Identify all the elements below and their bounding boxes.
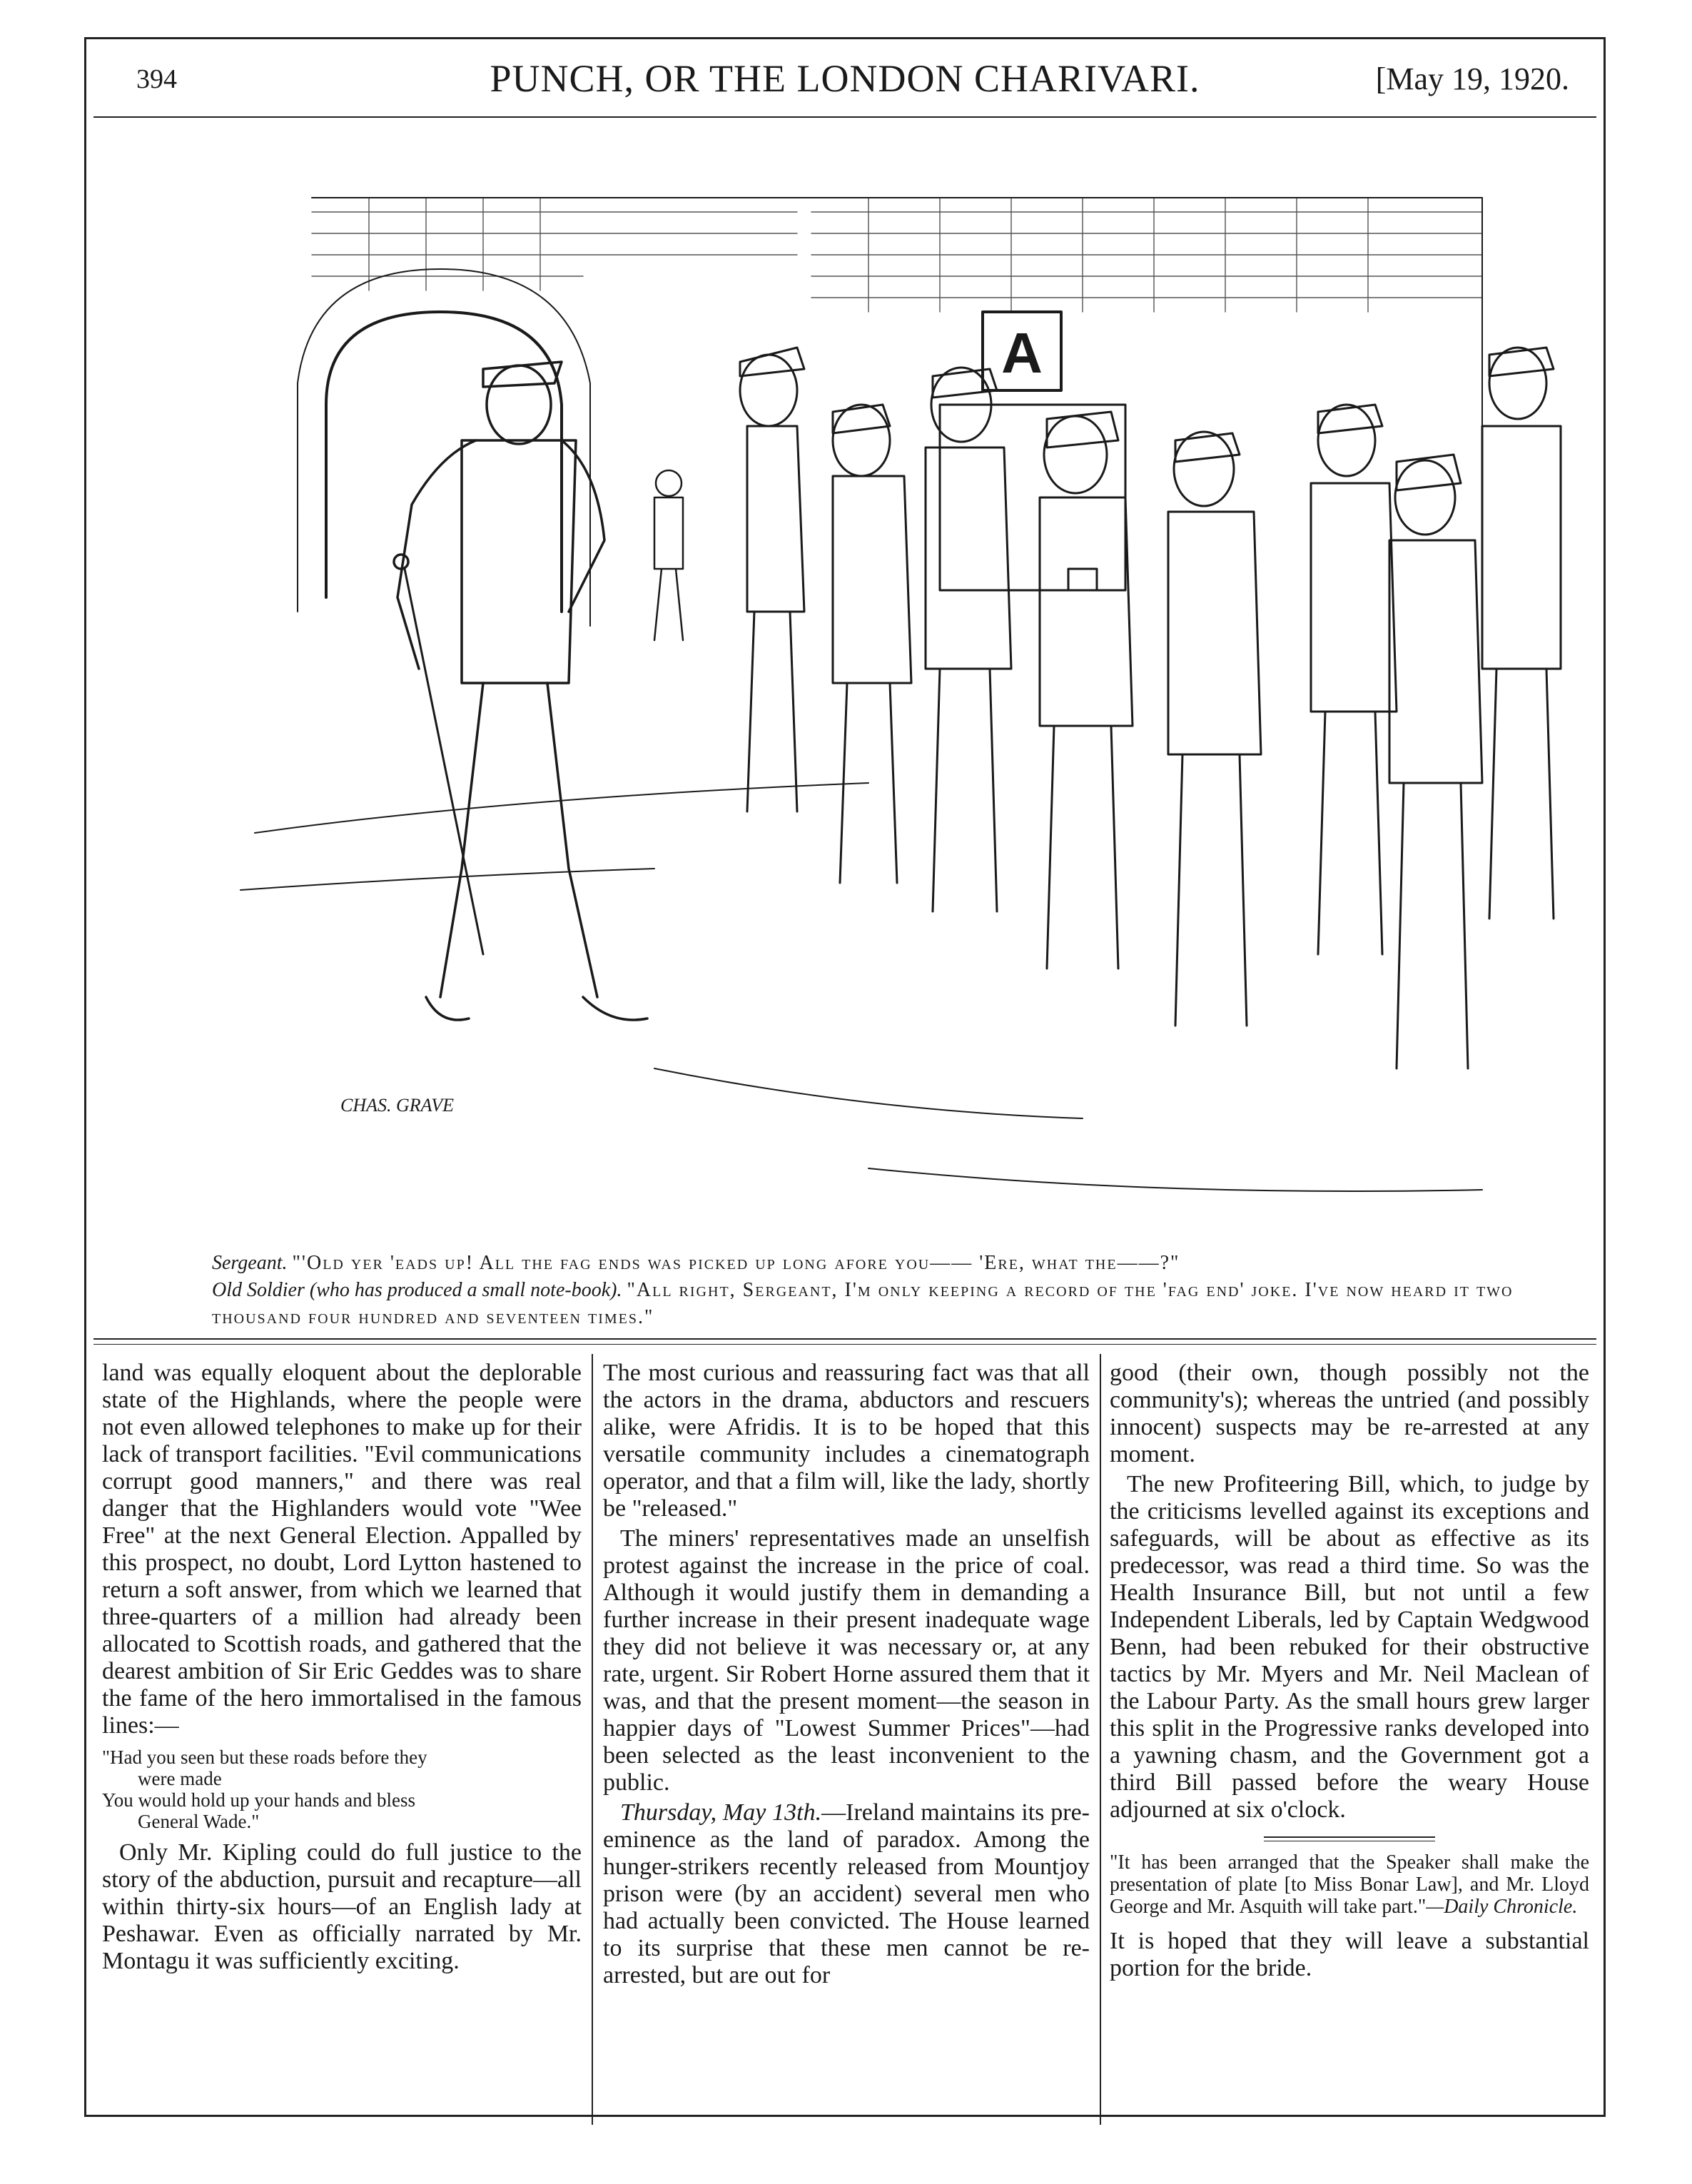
col2-date-heading: Thursday, May 13th.	[620, 1799, 822, 1826]
building-wall	[312, 198, 1482, 469]
soldier-6	[1311, 405, 1397, 954]
page-frame	[84, 37, 1606, 2117]
soldier-3	[926, 368, 1011, 911]
col2-paragraph-1: The most curious and reassuring fact was that all the actors in the drama, abductors and rescuers alike, were Afridis. It is to be hoped that this versatile community includes a cinematograph operator, and that a film will, like the lady, shortly be "released."	[603, 1360, 1090, 1522]
verse-line-4: General Wade."	[138, 1811, 260, 1832]
caption-rule-top	[93, 1338, 1596, 1340]
col2-paragraph-3-text: —Ireland maintains its pre-eminence as the land of paradox. Among the hunger-strikers recently released from Mountjoy prison were (by an accident) several men who had actually been convicted. The House learned to its surprise that these men cannot be re-arrested, but are out for	[603, 1799, 1090, 1988]
col3-paragraph-3: It is hoped that they will leave a substantial portion for the bride.	[1110, 1928, 1589, 1981]
sign-letter: A	[1001, 321, 1043, 385]
verse-line-2: were made	[138, 1768, 222, 1789]
soldier-1	[740, 348, 804, 812]
page-number: 394	[136, 64, 177, 94]
cartoon-caption	[126, 1250, 1575, 1331]
col3-paragraph-1: good (their own, though possibly not the community's); whereas the untried (and possibly innocent) suspects may be re-arrested at any moment.	[1110, 1360, 1589, 1467]
text-column-1	[102, 1360, 582, 1978]
caption-rule-bottom	[93, 1344, 1596, 1345]
soldier-2	[833, 405, 911, 883]
column-divider-1	[592, 1354, 593, 2125]
soldiers-line	[740, 348, 1561, 1068]
soldier-8	[1482, 348, 1561, 919]
header-rule	[93, 116, 1596, 118]
newspaper-quote	[1110, 1851, 1589, 1918]
caption-speaker-1: Sergeant.	[212, 1252, 288, 1274]
sergeant-figure	[394, 362, 647, 1020]
soldier-5	[1168, 432, 1261, 1026]
verse-line-1: "Had you seen but these roads before they	[102, 1746, 427, 1768]
caption-text-2: "All right, Sergeant, I'm only keeping a record of the 'fag end' joke. I've now heard it two thousand four hundred and seventeen times."	[212, 1279, 1514, 1328]
col2-paragraph-2: The miners' representatives made an unselfish protest against the increase in the price of coal. Although it would justify them in demanding a further increase in their present inadequate wage they did not believe it was necessary or, at any rate, urgent. Sir Robert Horne assured them that it was, and that the present moment—the season in happier days of "Lowest Summer Prices"—had been selected as the least inconvenient to the public.	[603, 1525, 1090, 1796]
text-column-2	[603, 1360, 1090, 1992]
verse-line-3: You would hold up your hands and bless	[102, 1789, 416, 1811]
col1-paragraph-2: Only Mr. Kipling could do full justice to the story of the abduction, pursuit and recapture—all within thirty-six hours—of an English lady at Peshawar. Even as officially narrated by Mr. Montagu it was sufficiently exciting.	[102, 1839, 582, 1974]
artist-signature: CHAS. GRAVE	[340, 1095, 455, 1116]
page-header	[86, 59, 1604, 109]
column-divider-2	[1100, 1354, 1101, 2125]
caption-speaker-2-note: (who has produced a small note-book).	[309, 1279, 622, 1301]
distant-soldier-figure	[654, 470, 683, 640]
col3-paragraph-2: The new Profiteering Bill, which, to judge by the criticisms levelled against its exceptions and safeguards, will be about as effective as its predecessor, was read a third time. So was the Health Insurance Bill, but not until a few Independent Liberals, led by Captain Wedgwood Benn, had been rebuked for their obstructive tactics by Mr. Myers and Mr. Neil Maclean of the Labour Party. As the small hours grew larger this split in the Progressive ranks developed into a yawning chasm, and the Government got a third Bill passed before the weary House adjourned at six o'clock.	[1110, 1471, 1589, 1823]
caption-text-1: "'Old yer 'eads up! All the fag ends was picked up long afore you—— 'Ere, what the——?"	[292, 1252, 1180, 1274]
soldier-4-old-soldier	[1040, 412, 1133, 969]
soldier-7	[1389, 455, 1482, 1068]
section-rule	[1264, 1836, 1435, 1841]
text-column-3	[1110, 1360, 1589, 1985]
quote-text: "It has been arranged that the Speaker shall make the presentation of plate [to Miss Bonar Law], and Mr. Lloyd George and Mr. Asquith will take part."	[1110, 1851, 1589, 1918]
issue-date: [May 19, 1920.	[1375, 61, 1569, 96]
caption-speaker-2: Old Soldier	[212, 1279, 305, 1301]
col1-paragraph-1: land was equally eloquent about the deplorable state of the Highlands, where the people were not even allowed telephones to make up for their lack of transport facilities. "Evil communications corrupt good manners," and there was real danger that the Highlanders would vote "Wee Free" at the next General Election. Appalled by this prospect, no doubt, Lord Lytton hastened to return a soft answer, from which we learned that three-quarters of a million had already been allocated to Scottish roads, and gathered that the dearest ambition of Sir Eric Geddes was to share the fame of the hero immortalised in the famous lines:—	[102, 1360, 582, 1739]
journal-title: PUNCH, OR THE LONDON CHARIVARI.	[490, 57, 1200, 100]
col2-paragraph-3	[603, 1799, 1090, 1989]
quote-source: —Daily Chronicle.	[1426, 1896, 1578, 1918]
cartoon-illustration	[226, 169, 1566, 1220]
verse-quotation	[102, 1746, 582, 1832]
caption-line-2	[126, 1277, 1575, 1331]
caption-line-1	[126, 1250, 1575, 1277]
